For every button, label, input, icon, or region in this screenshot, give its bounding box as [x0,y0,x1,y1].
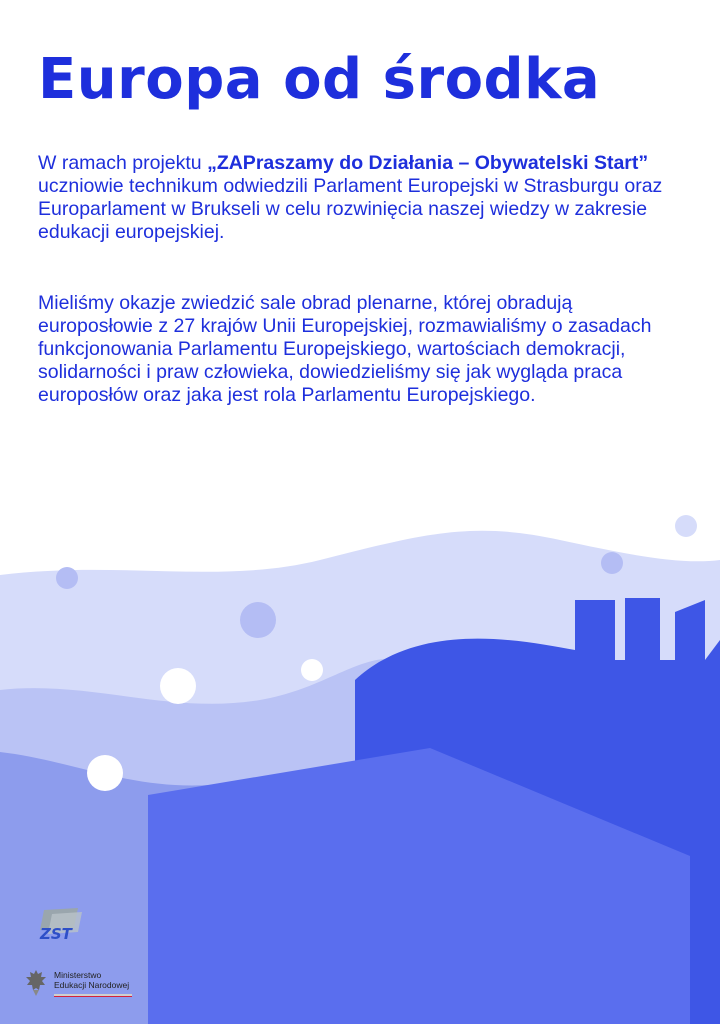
ministry-logo [24,968,134,1002]
decor-circle [601,552,623,574]
ministry-name-line2: Edukacji Narodowej [54,980,130,990]
ministry-name-line1: Ministerstwo [54,970,102,980]
paragraph-visit: Mieliśmy okazje zwiedzić sale obrad plenarne, której obradują europosłowie z 27 krajów Unii Europejskiej, rozmawialiśmy o zasadach funkcjonowania Parlamentu Europejskiego, wartościach demokracji, solidarności i praw człowieka, dowiedzieliśmy się jak wygląda praca europosłów oraz jaka jest rola Parlamentu Europejskiego. [38,292,652,406]
decor-circle [301,659,323,681]
flag-bar [54,994,132,997]
decor-circle [675,515,697,537]
eagle-emblem-icon [24,968,48,998]
paragraph-intro: W ramach projektu „ZAPraszamy do Działania – Obywatelski Start” uczniowie technikum odwiedzili Parlament Europejski w Strasburgu oraz Europarlament w Brukseli w celu rozwinięcia naszej wiedzy w zakresie edukacji europejskiej. [38,152,663,243]
zst-logo [38,906,108,942]
decor-circle [56,567,78,589]
decor-circle [160,668,196,704]
decor-circle [87,755,123,791]
page-title: Europa od środka [38,47,601,112]
project-name: „ZAPraszamy do Działania – Obywatelski Start” [207,152,649,174]
decor-circle [240,602,276,638]
svg-text:ZST: ZST [40,925,72,942]
